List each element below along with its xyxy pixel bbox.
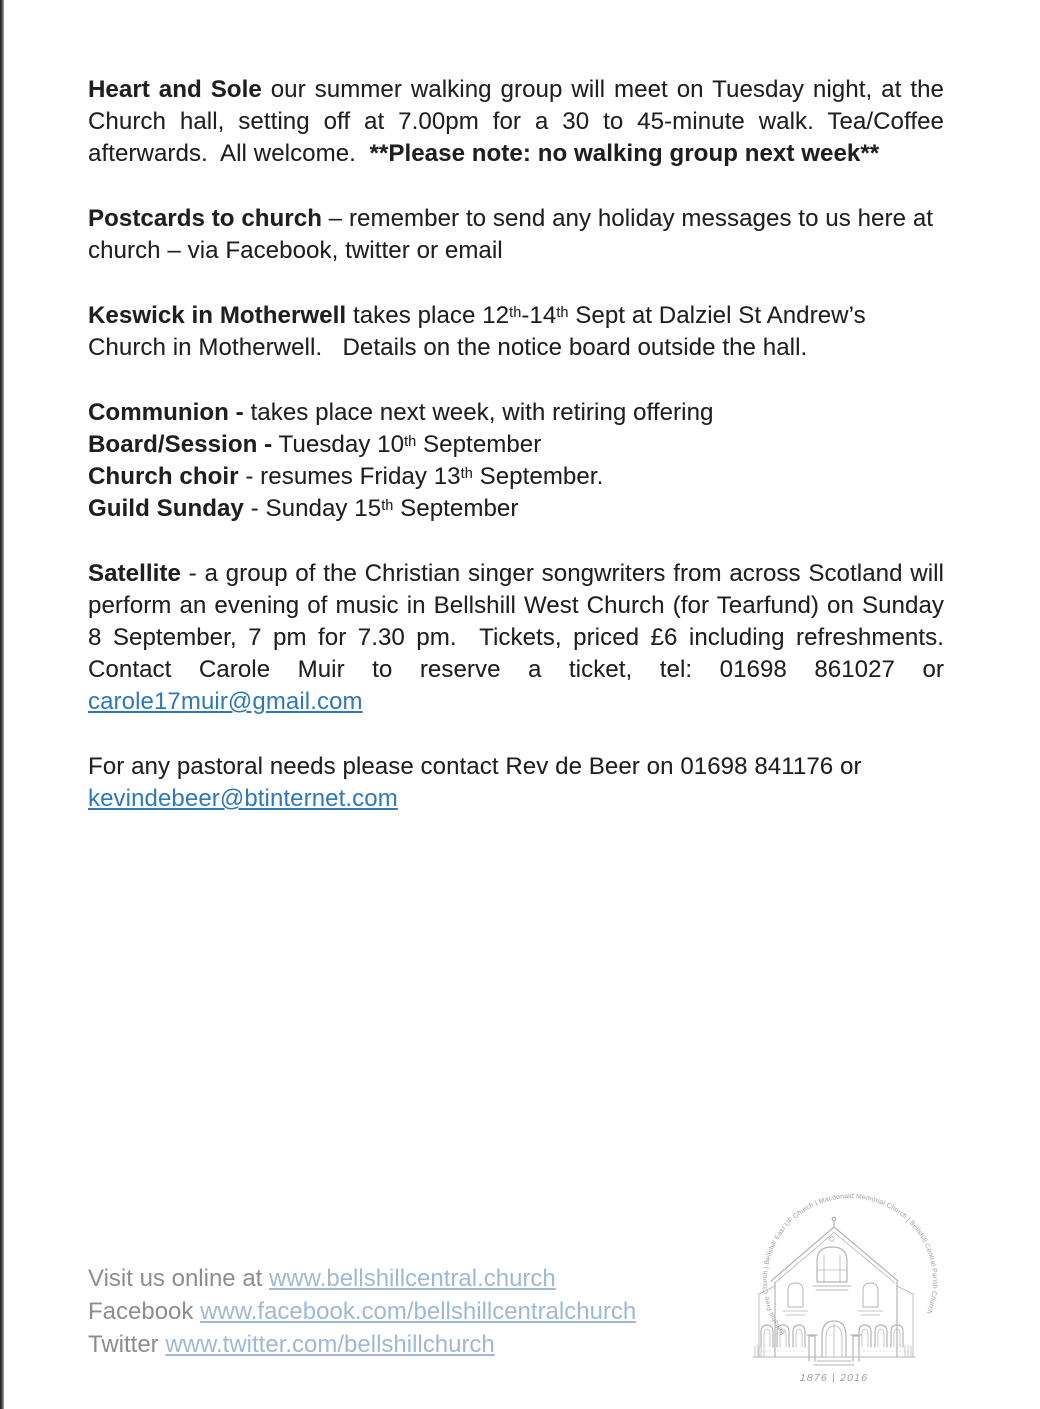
visit-online-label: Visit us online at (88, 1265, 269, 1292)
church-logo (745, 1185, 955, 1400)
body-text: September. (472, 463, 604, 490)
footer-row-website (88, 1262, 636, 1295)
website-link[interactable]: www.bellshillcentral.church (269, 1265, 556, 1292)
body-text: For any pastoral needs please contact Rev de Beer on 01698 841176 or (88, 753, 862, 780)
carole-email-link[interactable]: carole17muir@gmail.com (88, 688, 363, 715)
church-logo-sketch (745, 1185, 955, 1400)
bold-text: Board/Session - (88, 431, 273, 458)
superscript-text: th (460, 465, 473, 482)
bold-text: Postcards to church (88, 205, 322, 232)
bold-text: Keswick in Motherwell (88, 302, 347, 329)
body-text: - Sunday 15 (243, 495, 382, 522)
scan-edge-artifact (0, 0, 4, 1409)
para-satellite-concert (88, 558, 944, 718)
twitter-label: Twitter (88, 1331, 166, 1358)
body-text: takes place next week, with retiring offering (243, 399, 714, 426)
bold-text: **Please note: no walking group next week** (369, 140, 880, 167)
facebook-label: Facebook (88, 1298, 201, 1325)
logo-years-text: 1876 | 2016 (799, 1372, 869, 1384)
superscript-text: th (404, 433, 417, 450)
bold-text: Communion - (88, 399, 244, 426)
logo-ring-text: Bellshill Free Church | Bellshill East UF Church | Macdonald Memorial Church | Bellshill Central Parish Church (761, 1193, 939, 1336)
para-diary-dates (88, 397, 944, 525)
body-text: - resumes Friday 13 (238, 463, 461, 490)
bold-text: Guild Sunday (88, 495, 244, 522)
footer-row-facebook (88, 1295, 636, 1328)
body-text: -14 (521, 302, 557, 329)
newsletter-body (88, 74, 944, 848)
body-text: September (416, 431, 542, 458)
bold-text: Heart and Sole (88, 76, 262, 103)
body-text: September (393, 495, 519, 522)
superscript-text: th (556, 304, 569, 321)
para-heart-and-sole (88, 74, 944, 170)
para-keswick-in-motherwell (88, 300, 944, 364)
body-text: our summer walking group will meet on Tuesday night, at the Church hall, setting off at 7.00pm for a 30 to 45-minute walk. Tea/Coffee afterwards. All welcome. (88, 76, 944, 167)
kevin-email-link[interactable]: kevindebeer@btinternet.com (88, 785, 398, 812)
facebook-link[interactable]: www.facebook.com/bellshillcentralchurch (200, 1298, 637, 1325)
twitter-link[interactable]: www.twitter.com/bellshillchurch (165, 1331, 495, 1358)
footer-row-twitter (88, 1328, 636, 1361)
footer-links (88, 1262, 636, 1361)
para-pastoral-needs (88, 751, 944, 815)
body-text: Tuesday 10 (272, 431, 405, 458)
body-text: Sept at Dalziel St Andrew’s Church in Motherwell. Details on the notice board outside the hall. (88, 302, 866, 361)
body-text: – remember to send any holiday messages to us here at church – via Facebook, twitter or email (88, 205, 934, 264)
bold-text: Church choir (88, 463, 239, 490)
superscript-text: th (509, 304, 522, 321)
body-text: - a group of the Christian singer songwriters from across Scotland will perform an evening of music in Bellshill West Church (for Tearfund) on Sunday 8 September, 7 pm for 7.30 pm. Tickets, priced £6 including refreshments. Contact Carole Muir to reserve a ticket, tel: 01698 861027 or (88, 560, 944, 683)
superscript-text: th (381, 497, 394, 514)
para-postcards-to-church (88, 203, 944, 267)
body-text: takes place 12 (346, 302, 510, 329)
bold-text: Satellite (88, 560, 181, 587)
